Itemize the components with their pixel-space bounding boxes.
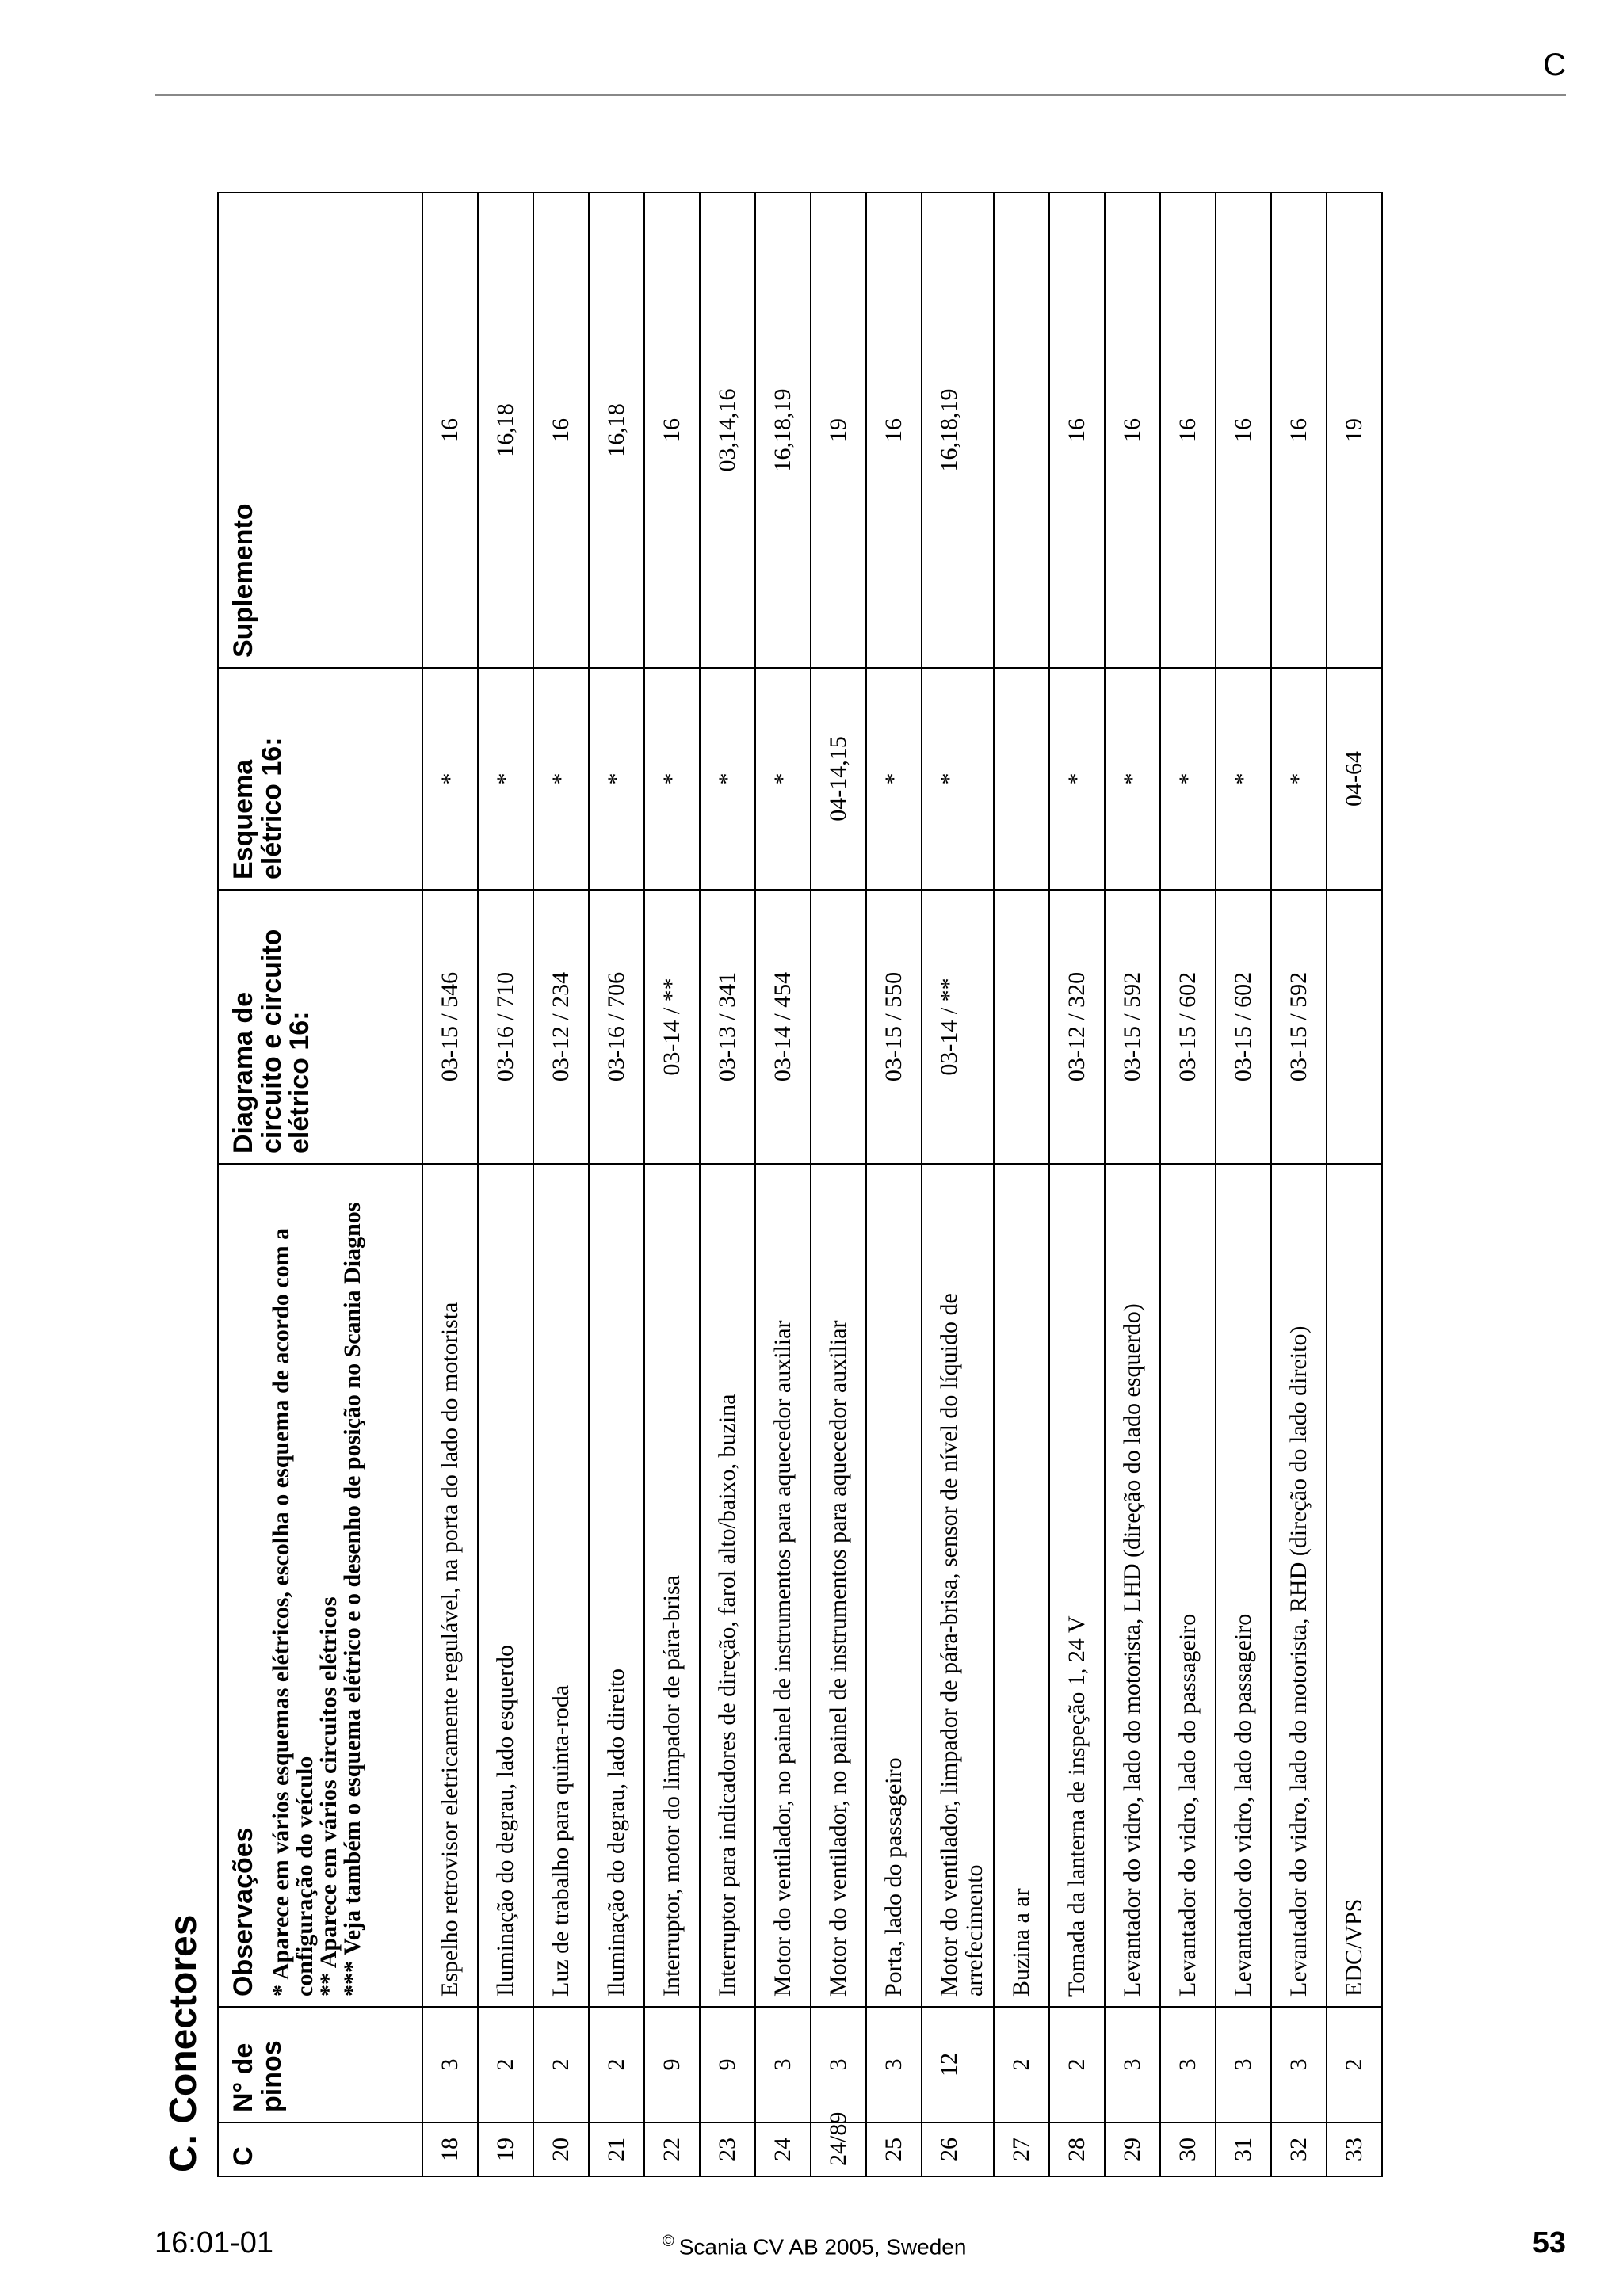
cell-observation: Iluminação do degrau, lado esquerdo <box>478 1164 533 2007</box>
cell-connector: 24 <box>755 2122 811 2176</box>
cell-scheme: 04-14,15 <box>811 668 866 890</box>
table-body <box>422 193 1382 2176</box>
cell-diagram: 03-14 / ** <box>922 890 994 1164</box>
cell-observation: Porta, lado do passageiro <box>866 1164 922 2007</box>
cell-pins: 3 <box>755 2007 811 2122</box>
cell-scheme: * <box>866 668 922 890</box>
table-row <box>422 193 478 2176</box>
cell-connector: 25 <box>866 2122 922 2176</box>
table-row <box>866 193 922 2176</box>
cell-pins: 2 <box>478 2007 533 2122</box>
cell-scheme: * <box>644 668 700 890</box>
cell-scheme: * <box>922 668 994 890</box>
table-header-row <box>218 193 422 2176</box>
cell-pins: 3 <box>1160 2007 1216 2122</box>
cell-diagram: 03-12 / 320 <box>1049 890 1105 1164</box>
cell-pins: 3 <box>866 2007 922 2122</box>
cell-connector: 31 <box>1216 2122 1271 2176</box>
column-header-c: C <box>218 2122 422 2176</box>
cell-supplement: 16,18,19 <box>922 193 994 668</box>
connectors-table <box>217 192 1383 2177</box>
section-letter: C <box>1543 48 1566 82</box>
cell-observation: Levantador do vidro, lado do passageiro <box>1216 1164 1271 2007</box>
page-number: 53 <box>1532 2226 1566 2260</box>
cell-connector: 18 <box>422 2122 478 2176</box>
cell-pins: 2 <box>1327 2007 1382 2122</box>
table-row <box>922 193 994 2176</box>
cell-observation: Iluminação do degrau, lado direito <box>589 1164 644 2007</box>
rotated-page-content <box>154 193 1444 2177</box>
cell-pins: 9 <box>644 2007 700 2122</box>
cell-diagram: 03-12 / 234 <box>533 890 589 1164</box>
cell-scheme <box>994 668 1049 890</box>
cell-connector: 20 <box>533 2122 589 2176</box>
cell-connector: 21 <box>589 2122 644 2176</box>
cell-scheme: * <box>755 668 811 890</box>
column-header-pins: N° de pinos <box>218 2007 422 2122</box>
column-header-diagram: Diagrama de circuito e circuito elétrico 16: <box>218 890 422 1164</box>
table-row <box>1271 193 1327 2176</box>
cell-supplement: 16,18 <box>589 193 644 668</box>
cell-pins: 2 <box>533 2007 589 2122</box>
cell-observation: Espelho retrovisor eletricamente regulável, na porta do lado do motorista <box>422 1164 478 2007</box>
cell-scheme: * <box>1160 668 1216 890</box>
cell-observation: Levantador do vidro, lado do passageiro <box>1160 1164 1216 2007</box>
cell-supplement: 16 <box>1105 193 1160 668</box>
cell-supplement: 16 <box>1049 193 1105 668</box>
table-row <box>1160 193 1216 2176</box>
cell-diagram: 03-15 / 602 <box>1216 890 1271 1164</box>
cell-observation: Motor do ventilador, no painel de instrumentos para aquecedor auxiliar <box>755 1164 811 2007</box>
cell-scheme: * <box>589 668 644 890</box>
table-row <box>478 193 533 2176</box>
table-row <box>1105 193 1160 2176</box>
cell-pins: 9 <box>700 2007 755 2122</box>
column-header-observations <box>218 1164 422 2007</box>
cell-connector: 26 <box>922 2122 994 2176</box>
observation-notes <box>269 1174 365 1997</box>
table-row <box>644 193 700 2176</box>
cell-diagram: 03-13 / 341 <box>700 890 755 1164</box>
cell-supplement: 16,18,19 <box>755 193 811 668</box>
cell-pins: 3 <box>811 2007 866 2122</box>
cell-diagram: 03-15 / 592 <box>1271 890 1327 1164</box>
cell-diagram <box>1327 890 1382 1164</box>
cell-supplement: 16,18 <box>478 193 533 668</box>
header-rule <box>155 94 1566 96</box>
cell-diagram: 03-15 / 546 <box>422 890 478 1164</box>
cell-pins: 2 <box>1049 2007 1105 2122</box>
cell-connector: 22 <box>644 2122 700 2176</box>
cell-observation: Interruptor para indicadores de direção, farol alto/baixo, buzina <box>700 1164 755 2007</box>
cell-observation: Buzina a ar <box>994 1164 1049 2007</box>
copyright-symbol: © <box>663 2233 674 2250</box>
section-title: C. Conectores <box>162 1914 204 2172</box>
cell-connector: 27 <box>994 2122 1049 2176</box>
cell-scheme: * <box>422 668 478 890</box>
cell-scheme: * <box>533 668 589 890</box>
note-1: * Aparece em vários esquemas elétricos, escolha o esquema de acordo com a configuração do veículo <box>267 1227 318 1997</box>
cell-supplement: 16 <box>644 193 700 668</box>
cell-diagram: 03-14 / ** <box>644 890 700 1164</box>
column-header-supplement: Suplemento <box>218 193 422 668</box>
column-header-scheme: Esquema elétrico 16: <box>218 668 422 890</box>
table-row <box>994 193 1049 2176</box>
cell-scheme: 04-64 <box>1327 668 1382 890</box>
cell-observation: EDC/VPS <box>1327 1164 1382 2007</box>
table-row <box>755 193 811 2176</box>
cell-connector: 30 <box>1160 2122 1216 2176</box>
cell-diagram: 03-16 / 706 <box>589 890 644 1164</box>
cell-connector: 33 <box>1327 2122 1382 2176</box>
cell-observation: Luz de trabalho para quinta-roda <box>533 1164 589 2007</box>
copyright-text: Scania CV AB 2005, Sweden <box>678 2234 967 2260</box>
cell-connector: 23 <box>700 2122 755 2176</box>
cell-diagram: 03-15 / 592 <box>1105 890 1160 1164</box>
cell-connector: 29 <box>1105 2122 1160 2176</box>
cell-connector: 32 <box>1271 2122 1327 2176</box>
cell-supplement: 16 <box>1160 193 1216 668</box>
cell-scheme: * <box>1105 668 1160 890</box>
cell-supplement <box>994 193 1049 668</box>
cell-scheme: * <box>700 668 755 890</box>
cell-connector: 24/89 <box>811 2122 866 2176</box>
cell-diagram: 03-15 / 602 <box>1160 890 1216 1164</box>
table-row <box>589 193 644 2176</box>
table-row <box>700 193 755 2176</box>
cell-supplement: 03,14,16 <box>700 193 755 668</box>
cell-scheme: * <box>1216 668 1271 890</box>
table-row <box>1216 193 1271 2176</box>
cell-observation: Levantador do vidro, lado do motorista, RHD (direção do lado direito) <box>1271 1164 1327 2007</box>
cell-connector: 28 <box>1049 2122 1105 2176</box>
cell-observation: Motor do ventilador, no painel de instrumentos para aquecedor auxiliar <box>811 1164 866 2007</box>
column-header-observations-label: Observações <box>228 1827 258 1997</box>
cell-pins: 12 <box>922 2007 994 2122</box>
cell-supplement: 16 <box>1216 193 1271 668</box>
cell-pins: 3 <box>1105 2007 1160 2122</box>
cell-pins: 2 <box>994 2007 1049 2122</box>
copyright-notice <box>663 2233 966 2260</box>
cell-diagram: 03-16 / 710 <box>478 890 533 1164</box>
table-row <box>1327 193 1382 2176</box>
cell-supplement: 19 <box>811 193 866 668</box>
cell-diagram <box>994 890 1049 1164</box>
cell-observation: Levantador do vidro, lado do motorista, LHD (direção do lado esquerdo) <box>1105 1164 1160 2007</box>
cell-diagram <box>811 890 866 1164</box>
note-3: *** Veja também o esquema elétrico e o desenho de posição no Scania Diagnos <box>338 1202 365 1997</box>
cell-pins: 3 <box>1216 2007 1271 2122</box>
cell-pins: 2 <box>589 2007 644 2122</box>
cell-observation: Interruptor, motor do limpador de pára-brisa <box>644 1164 700 2007</box>
note-2: ** Aparece em vários circuitos elétricos <box>315 1596 342 1997</box>
cell-supplement: 16 <box>533 193 589 668</box>
cell-connector: 19 <box>478 2122 533 2176</box>
cell-supplement: 16 <box>1271 193 1327 668</box>
cell-scheme: * <box>1049 668 1105 890</box>
cell-scheme: * <box>478 668 533 890</box>
table-row <box>811 193 866 2176</box>
cell-supplement: 16 <box>422 193 478 668</box>
table-row <box>1049 193 1105 2176</box>
cell-pins: 3 <box>422 2007 478 2122</box>
cell-supplement: 19 <box>1327 193 1382 668</box>
table-row <box>533 193 589 2176</box>
cell-scheme: * <box>1271 668 1327 890</box>
cell-observation: Motor do ventilador, limpador de pára-brisa, sensor de nível do líquido de arrefecimento <box>922 1164 994 2007</box>
cell-supplement: 16 <box>866 193 922 668</box>
cell-diagram: 03-15 / 550 <box>866 890 922 1164</box>
cell-observation: Tomada da lanterna de inspeção 1, 24 V <box>1049 1164 1105 2007</box>
document-number: 16:01-01 <box>155 2226 274 2260</box>
cell-pins: 3 <box>1271 2007 1327 2122</box>
cell-diagram: 03-14 / 454 <box>755 890 811 1164</box>
